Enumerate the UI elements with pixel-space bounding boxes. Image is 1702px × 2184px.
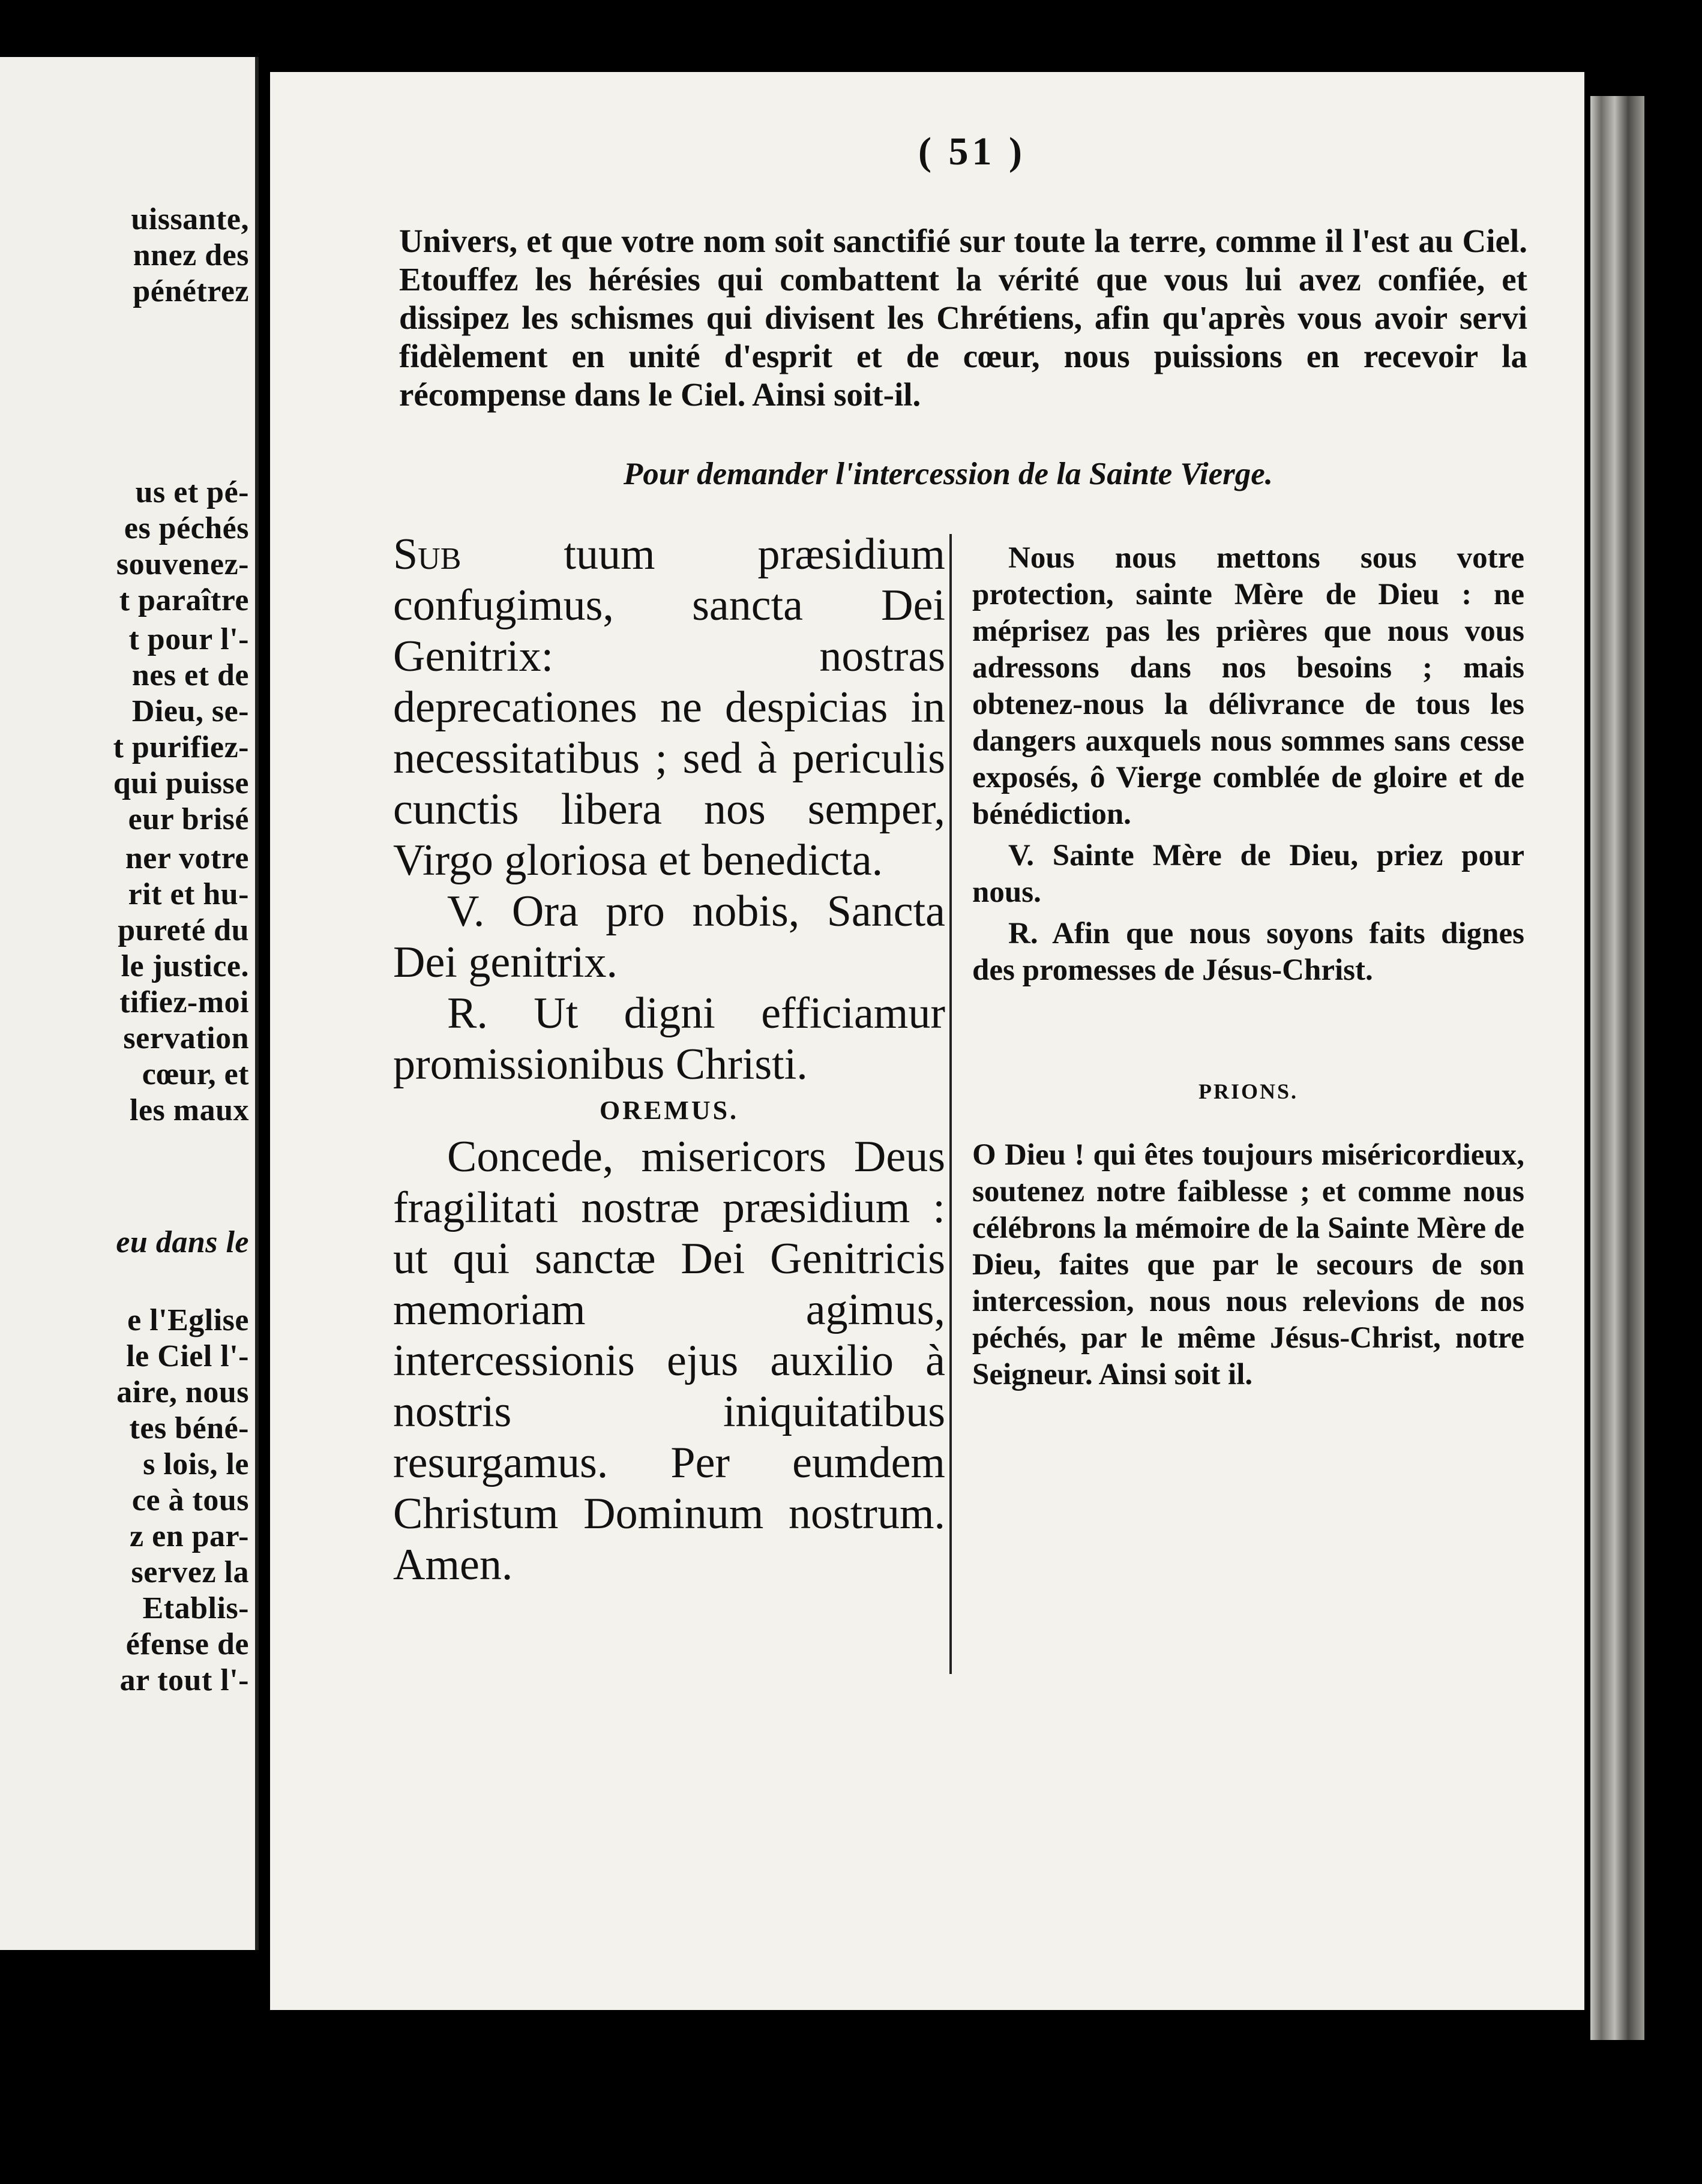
- left-page-line-fragment: servation: [123, 1021, 249, 1055]
- left-page-line-fragment: t pour l'-: [128, 622, 249, 656]
- column-divider: [949, 534, 952, 1674]
- left-page-line-fragment: éfense de: [125, 1627, 249, 1661]
- left-page-line-fragment: us et pé-: [135, 475, 249, 509]
- left-page-line-fragment: uissante,: [131, 202, 249, 236]
- french-prayer: O Dieu ! qui êtes toujours miséricordieux, soutenez notre faiblesse ; et comme nous célébrons la mémoire de la Sainte Mère de Dieu, faites que par le secours de son intercession, nous nous relevions de nos péchés, par le même Jésus-Christ, notre Seigneur. Ainsi soit il.: [972, 1138, 1524, 1391]
- french-column: [972, 540, 1524, 1393]
- left-page-line-fragment: ar tout l'-: [119, 1663, 249, 1697]
- left-page-line-fragment: pénétrez: [133, 274, 249, 308]
- left-page-line-fragment: z en par-: [130, 1519, 249, 1553]
- left-page-line-fragment: t purifiez-: [113, 730, 249, 764]
- latin-paragraph-1: [393, 529, 945, 886]
- french-paragraph-1: Nous nous mettons sous votre protection, sainte Mère de Dieu : ne méprisez pas les prières que nous vous adressons dans nos besoins ; mais obtenez-nous la délivrance de tous les dangers auxquels nous sommes sans cesse exposés, ô Vierge comblée de gloire et de bénédiction.: [972, 541, 1524, 831]
- left-page-line-fragment: nes et de: [131, 658, 249, 692]
- left-page-line-fragment: tes béné-: [129, 1411, 249, 1445]
- section-heading: Pour demander l'intercession de la Sainte Vierge.: [623, 457, 1273, 491]
- latin-column: [393, 529, 945, 1591]
- left-page-line-fragment: tifiez-moi: [119, 985, 249, 1019]
- left-page-line-fragment: le justice.: [121, 949, 249, 983]
- book-page-edges: [1590, 96, 1644, 2040]
- left-page-line-fragment: aire, nous: [116, 1375, 249, 1409]
- left-page-line-fragment: eur brisé: [128, 802, 249, 836]
- latin-dropcap: Sub: [393, 530, 462, 579]
- left-page-line-fragment: souvenez-: [116, 547, 249, 581]
- latin-prayer: Concede, misericors Deus fragilitati nostræ præsidium : ut qui sanctæ Dei Genitricis memoriam agimus, intercessionis ejus auxilio à nostris iniquitatibus resurgamus. Per eumdem Christum Dominum nostrum. Amen.: [393, 1132, 945, 1589]
- left-page-line-fragment: Dieu, se-: [131, 694, 249, 728]
- oremus-heading: OREMUS.: [599, 1096, 739, 1125]
- latin-versicle: V. Ora pro nobis, Sancta Dei genitrix.: [393, 887, 945, 987]
- french-response: R. Afin que nous soyons faits dignes des promesses de Jésus-Christ.: [972, 917, 1524, 987]
- page-number: ( 51 ): [918, 130, 1026, 173]
- left-page-line-fragment: eu dans le: [116, 1225, 249, 1259]
- left-page-line-fragment: es péchés: [124, 511, 249, 545]
- french-versicle: V. Sainte Mère de Dieu, priez pour nous.: [972, 839, 1524, 909]
- left-page-line-fragment: nnez des: [133, 238, 249, 272]
- left-page-line-fragment: pureté du: [118, 913, 249, 947]
- top-paragraph: Univers, et que votre nom soit sanctifié sur toute la terre, comme il l'est au Ciel. Etouffez les hérésies qui combattent la vérité que vous lui avez confiée, et dissipez les schismes qui divisent les Chrétiens, afin qu'après vous avoir servi fidèlement en unité d'esprit et de cœur, nous puissions en recevoir la récompense dans le Ciel. Ainsi soit-il.: [399, 223, 1527, 413]
- left-page-line-fragment: ner votre: [125, 841, 249, 875]
- left-page-line-fragment: ce à tous: [131, 1483, 249, 1517]
- left-page-line-fragment: les maux: [130, 1093, 249, 1127]
- left-page-line-fragment: e l'Eglise: [127, 1303, 249, 1337]
- left-page-line-fragment: servez la: [131, 1555, 249, 1589]
- prions-heading: PRIONS.: [1198, 1079, 1299, 1103]
- left-page-line-fragment: cœur, et: [142, 1057, 249, 1091]
- latin-response: R. Ut digni efficiamur promissionibus Christi.: [393, 989, 945, 1089]
- left-page-line-fragment: t paraître: [119, 583, 249, 617]
- left-page-line-fragment: rit et hu-: [128, 877, 249, 911]
- left-page-line-fragment: le Ciel l'-: [126, 1339, 249, 1373]
- left-page-line-fragment: s lois, le: [143, 1447, 249, 1481]
- left-page-line-fragment: Etablis-: [142, 1591, 249, 1625]
- right-page: [270, 72, 1584, 2010]
- left-page: [0, 57, 259, 1950]
- latin-paragraph-1-text: tuum præsidium confugimus, sancta Dei Genitrix: nostras deprecationes ne despicias in necessitatibus ; sed à periculis cunctis libera nos semper, Virgo gloriosa et benedicta.: [393, 530, 945, 885]
- left-page-line-fragment: qui puisse: [113, 766, 249, 800]
